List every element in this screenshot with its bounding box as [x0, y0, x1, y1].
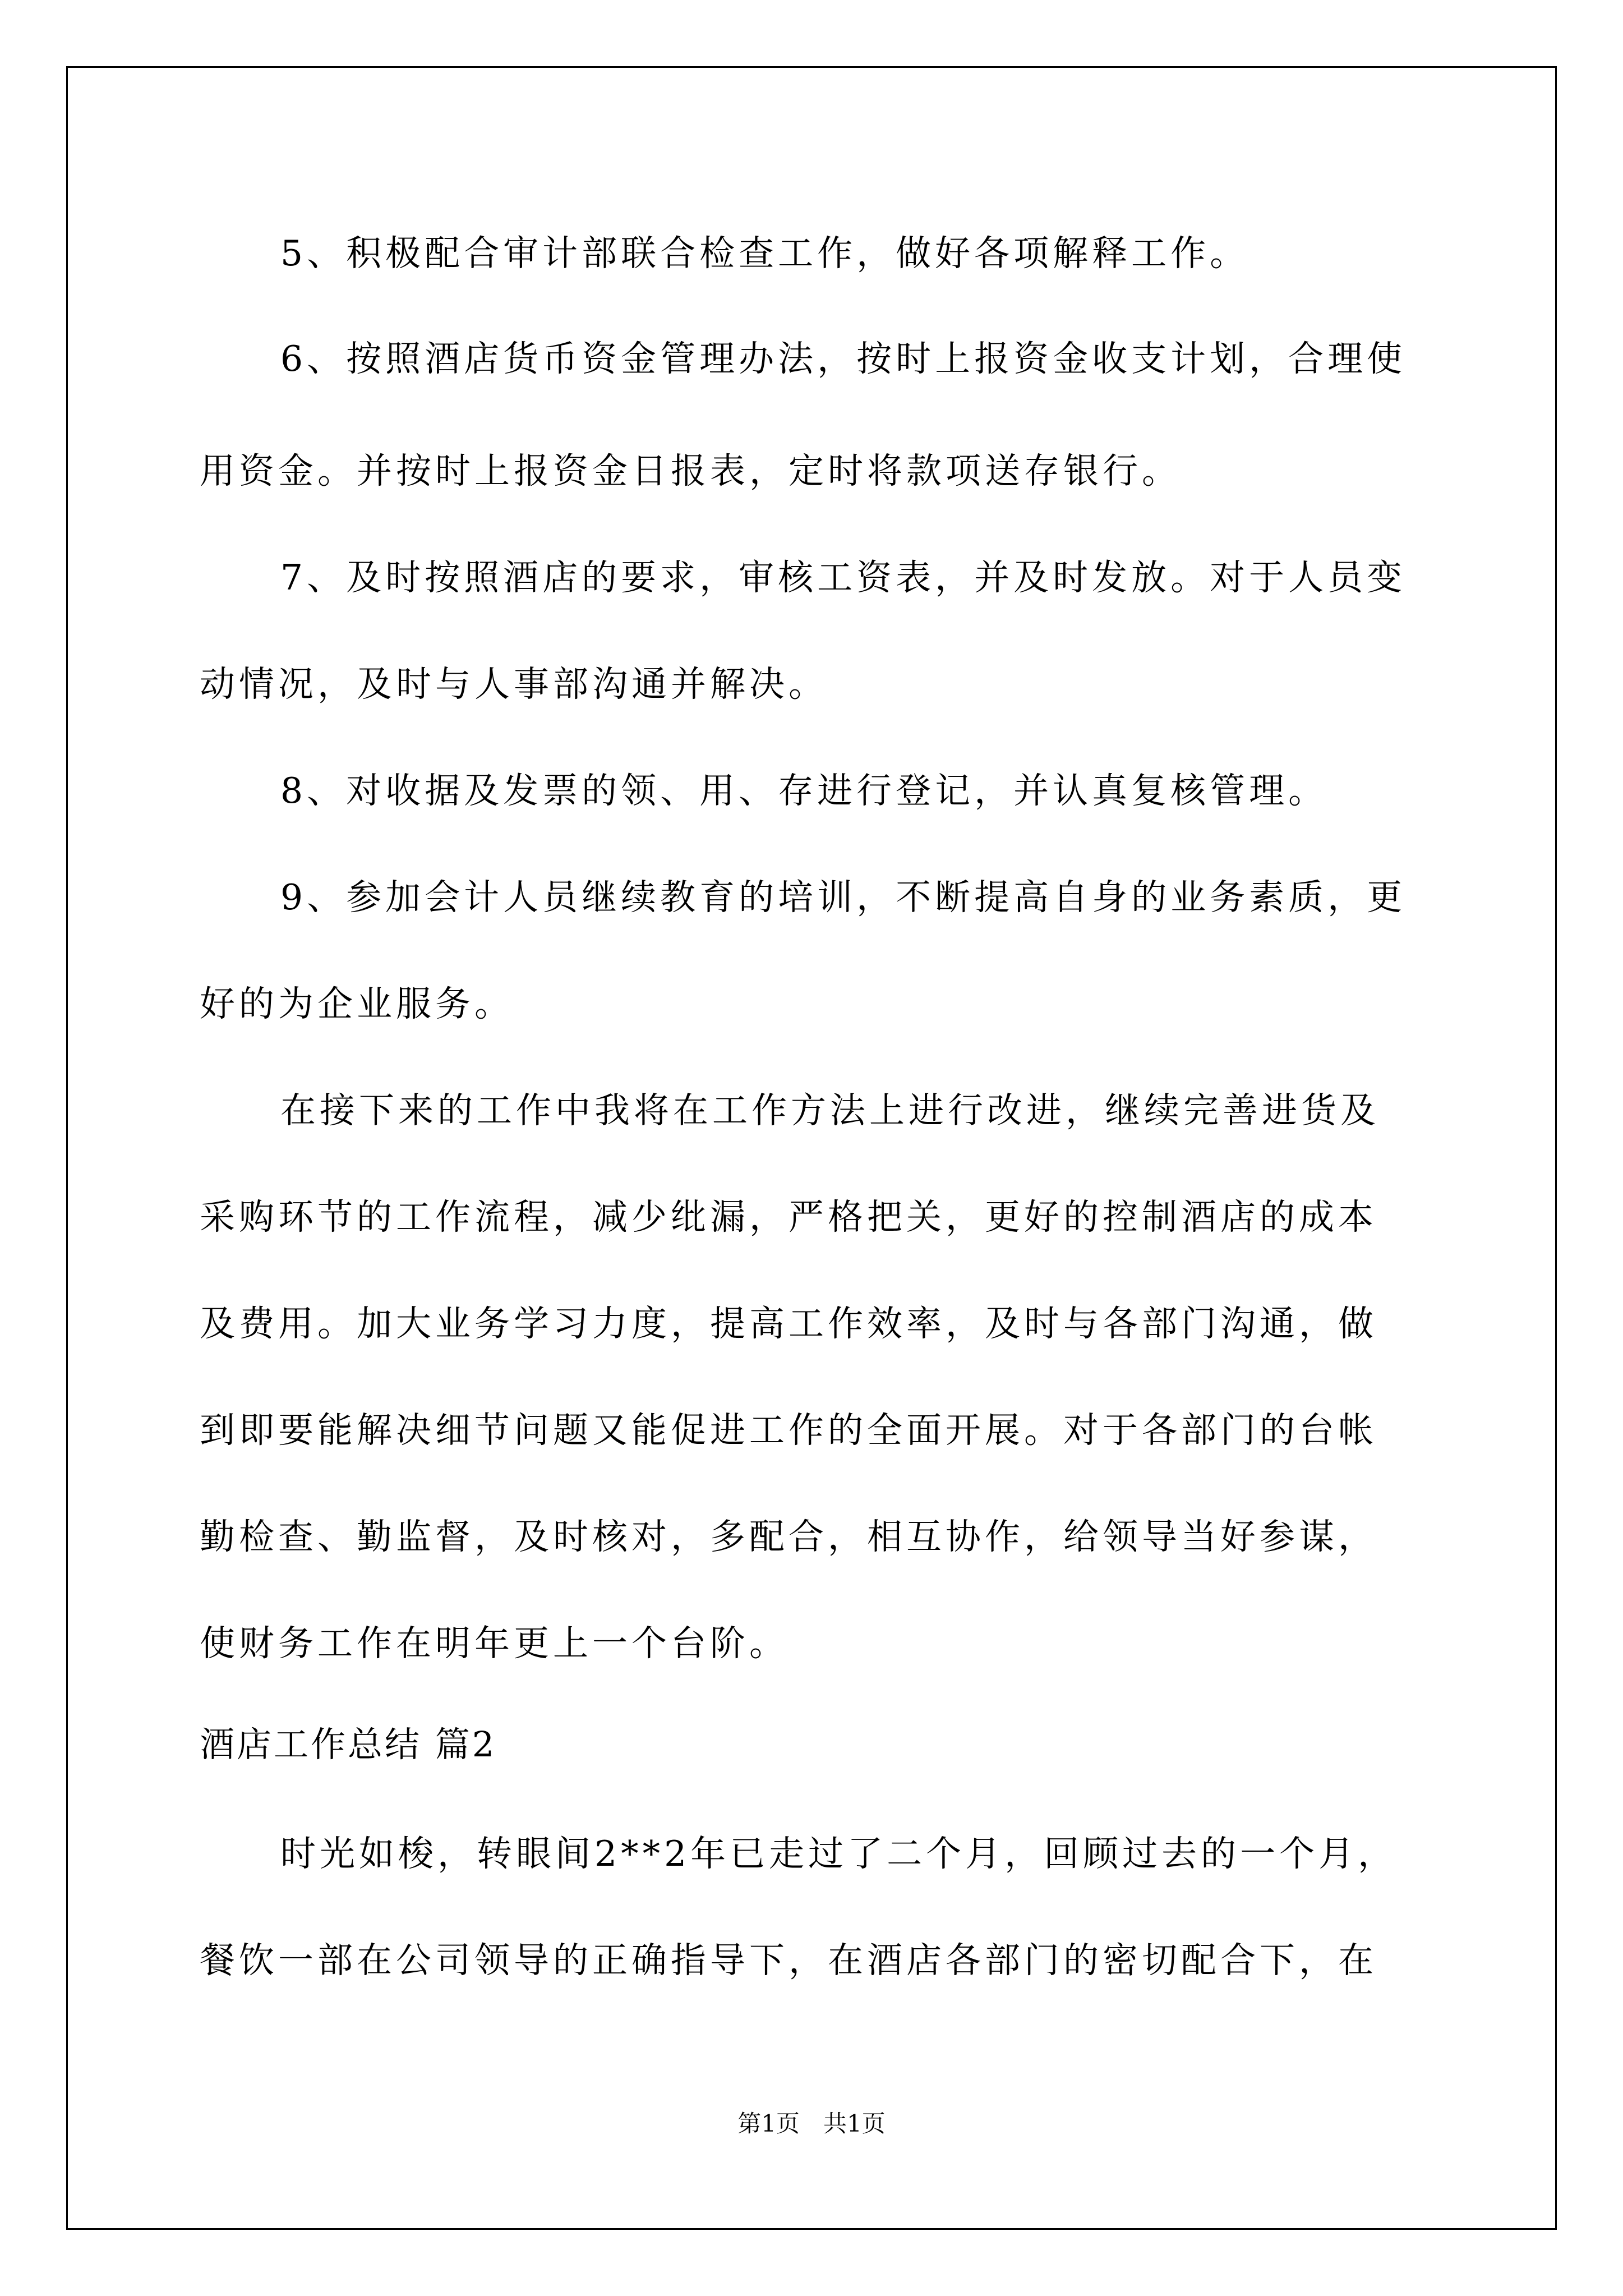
paragraph-item-7-line-1: 7、及时按照酒店的要求，审核工资表，并及时发放。对于人员变	[280, 557, 1407, 598]
paragraph-plan-line-1: 在接下来的工作中我将在工作方法上进行改进，继续完善进货及	[280, 1090, 1380, 1131]
paragraph-item-9-line-2: 好的为企业服务。	[200, 983, 514, 1024]
paragraph-plan-line-5: 勤检查、勤监督，及时核对，多配合，相互协作，给领导当好参谋，	[200, 1516, 1377, 1557]
paragraph-plan-line-3: 及费用。加大业务学习力度，提高工作效率，及时与各部门沟通，做	[200, 1303, 1377, 1344]
paragraph-intro-line-1: 时光如梭，转眼间2**2年已走过了二个月，回顾过去的一个月，	[280, 1833, 1398, 1874]
paragraph-item-8: 8、对收据及发票的领、用、存进行登记，并认真复核管理。	[280, 770, 1328, 811]
paragraph-item-9-line-1: 9、参加会计人员继续教育的培训，不断提高自身的业务素质，更	[280, 877, 1407, 918]
paragraph-intro-line-2: 餐饮一部在公司领导的正确指导下，在酒店各部门的密切配合下，在	[200, 1940, 1377, 1981]
page-border	[66, 66, 1557, 2230]
paragraph-plan-line-6: 使财务工作在明年更上一个台阶。	[200, 1623, 789, 1664]
paragraph-plan-line-2: 采购环节的工作流程，减少纰漏，严格把关，更好的控制酒店的成本	[200, 1197, 1377, 1237]
paragraph-item-6-line-2: 用资金。并按时上报资金日报表，定时将款项送存银行。	[200, 450, 1181, 491]
section-heading: 酒店工作总结 篇2	[200, 1724, 497, 1765]
paragraph-item-7-line-2: 动情况，及时与人事部沟通并解决。	[200, 664, 828, 705]
paragraph-item-5: 5、积极配合审计部联合检查工作，做好各项解释工作。	[280, 233, 1249, 274]
paragraph-plan-line-4: 到即要能解决细节问题又能促进工作的全面开展。对于各部门的台帐	[200, 1410, 1377, 1451]
paragraph-item-6-line-1: 6、按照酒店货币资金管理办法，按时上报资金收支计划，合理使	[280, 338, 1407, 379]
page-footer: 第1页 共1页	[737, 2110, 886, 2137]
